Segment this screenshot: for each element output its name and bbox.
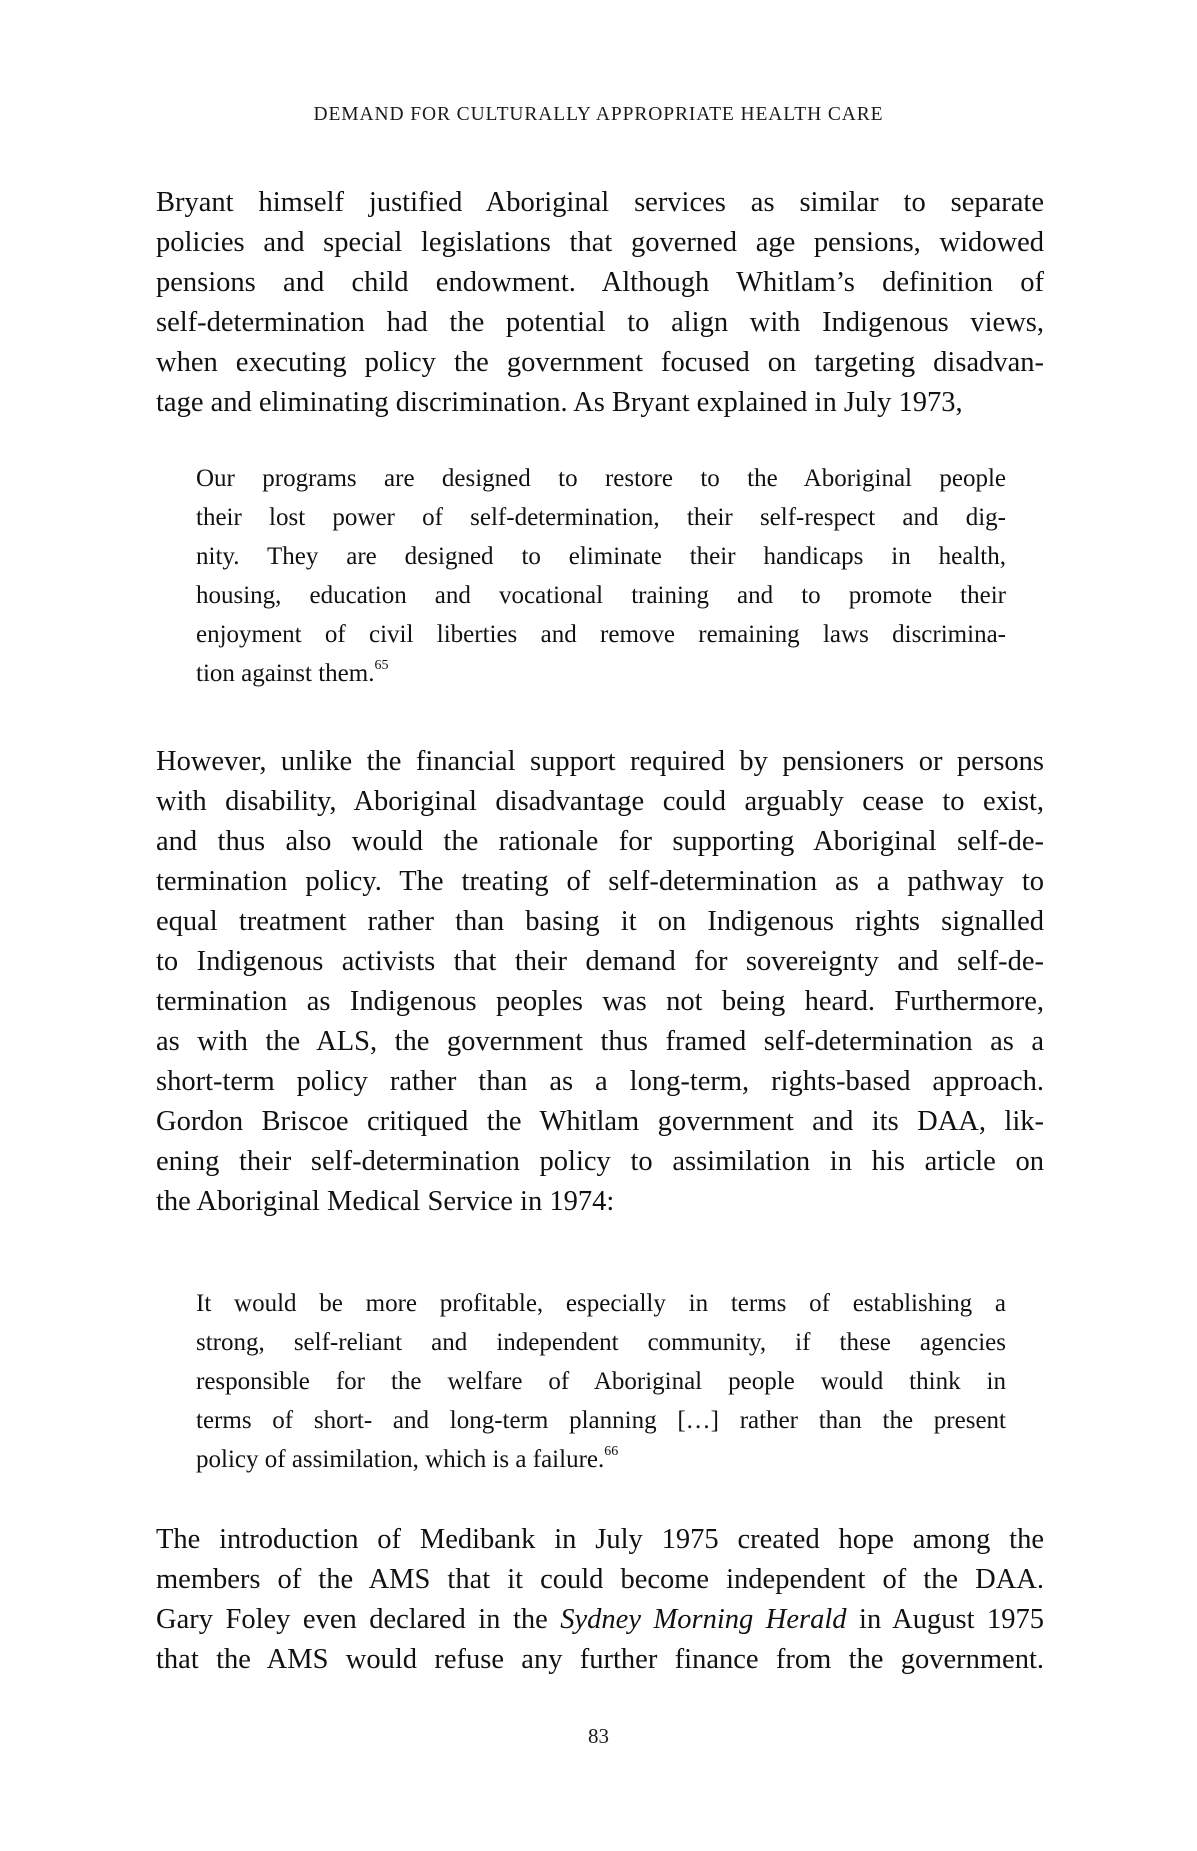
text-line: pensions and child endowment. Although Whitlam’s definition of xyxy=(156,267,1044,298)
text-line: strong, self-reliant and independent community, if these agencies xyxy=(196,1329,1006,1356)
text-line xyxy=(156,1600,1044,1640)
text-line: The introduction of Medibank in July 1975 created hope among the xyxy=(156,1524,1044,1555)
text-line: Bryant himself justified Aboriginal services as similar to separate xyxy=(156,187,1044,218)
text-line: policy of assimilation, which is a failure.$^{66}$ xyxy=(196,1444,619,1473)
text-run: Gary Foley even declared in the xyxy=(156,1604,561,1635)
text-line: responsible for the welfare of Aboriginal people would think in xyxy=(196,1368,1006,1395)
text-line: termination policy. The treating of self-determination as a pathway to xyxy=(156,866,1044,897)
text-line: termination as Indigenous peoples was not being heard. Furthermore, xyxy=(156,986,1044,1017)
paragraph-2 xyxy=(156,742,1044,1222)
text-line: nity. They are designed to eliminate their handicaps in health, xyxy=(196,543,1006,570)
block-quote-1 xyxy=(196,459,1006,693)
text-line: and thus also would the rationale for supporting Aboriginal self-de- xyxy=(156,826,1044,857)
text-line: with disability, Aboriginal disadvantage could arguably cease to exist, xyxy=(156,786,1044,817)
text-line: the Aboriginal Medical Service in 1974: xyxy=(156,1186,615,1217)
text-line: housing, education and vocational training and to promote their xyxy=(196,582,1006,609)
text-line: Gordon Briscoe critiqued the Whitlam government and its DAA, lik- xyxy=(156,1106,1044,1137)
text-line: short-term policy rather than as a long-term, rights-based approach. xyxy=(156,1066,1044,1097)
text-line: tage and eliminating discrimination. As Bryant explained in July 1973, xyxy=(156,387,963,418)
text-line: equal treatment rather than basing it on Indigenous rights signalled xyxy=(156,906,1044,937)
running-head: DEMAND FOR CULTURALLY APPROPRIATE HEALTH CARE xyxy=(313,104,884,125)
text-line: members of the AMS that it could become independent of the DAA. xyxy=(156,1564,1044,1595)
text-line: It would be more profitable, especially in terms of establishing a xyxy=(196,1290,1006,1317)
text-run: in August 1975 xyxy=(846,1604,1044,1635)
paragraph-3 xyxy=(156,1520,1044,1680)
text-line: their lost power of self-determination, their self-respect and dig- xyxy=(196,504,1006,531)
block-quote-2 xyxy=(196,1284,1006,1479)
text-line: as with the ALS, the government thus framed self-determination as a xyxy=(156,1026,1044,1057)
text-line: self-determination had the potential to align with Indigenous views, xyxy=(156,307,1044,338)
text-line: enjoyment of civil liberties and remove remaining laws discrimina- xyxy=(196,621,1006,648)
text-line: tion against them.$^{65}$ xyxy=(196,658,389,687)
text-line: to Indigenous activists that their demand for sovereignty and self-de- xyxy=(156,946,1044,977)
text-line: ening their self-determination policy to assimilation in his article on xyxy=(156,1146,1044,1177)
text-line: terms of short- and long-term planning […] rather than the present xyxy=(196,1407,1006,1434)
footnote-marker[interactable]: 65 xyxy=(374,658,389,673)
page-number: 83 xyxy=(588,1724,609,1748)
footnote-marker[interactable]: 66 xyxy=(604,1444,619,1459)
publication-title: Sydney Morning Herald xyxy=(560,1604,847,1635)
text-line: However, unlike the financial support required by pensioners or persons xyxy=(156,746,1044,777)
text-line: when executing policy the government focused on targeting disadvan- xyxy=(156,347,1044,378)
text-line: Our programs are designed to restore to the Aboriginal people xyxy=(196,465,1006,492)
text-line: policies and special legislations that governed age pensions, widowed xyxy=(156,227,1044,258)
text-line: that the AMS would refuse any further finance from the government. xyxy=(156,1644,1044,1675)
paragraph-1 xyxy=(156,183,1044,423)
